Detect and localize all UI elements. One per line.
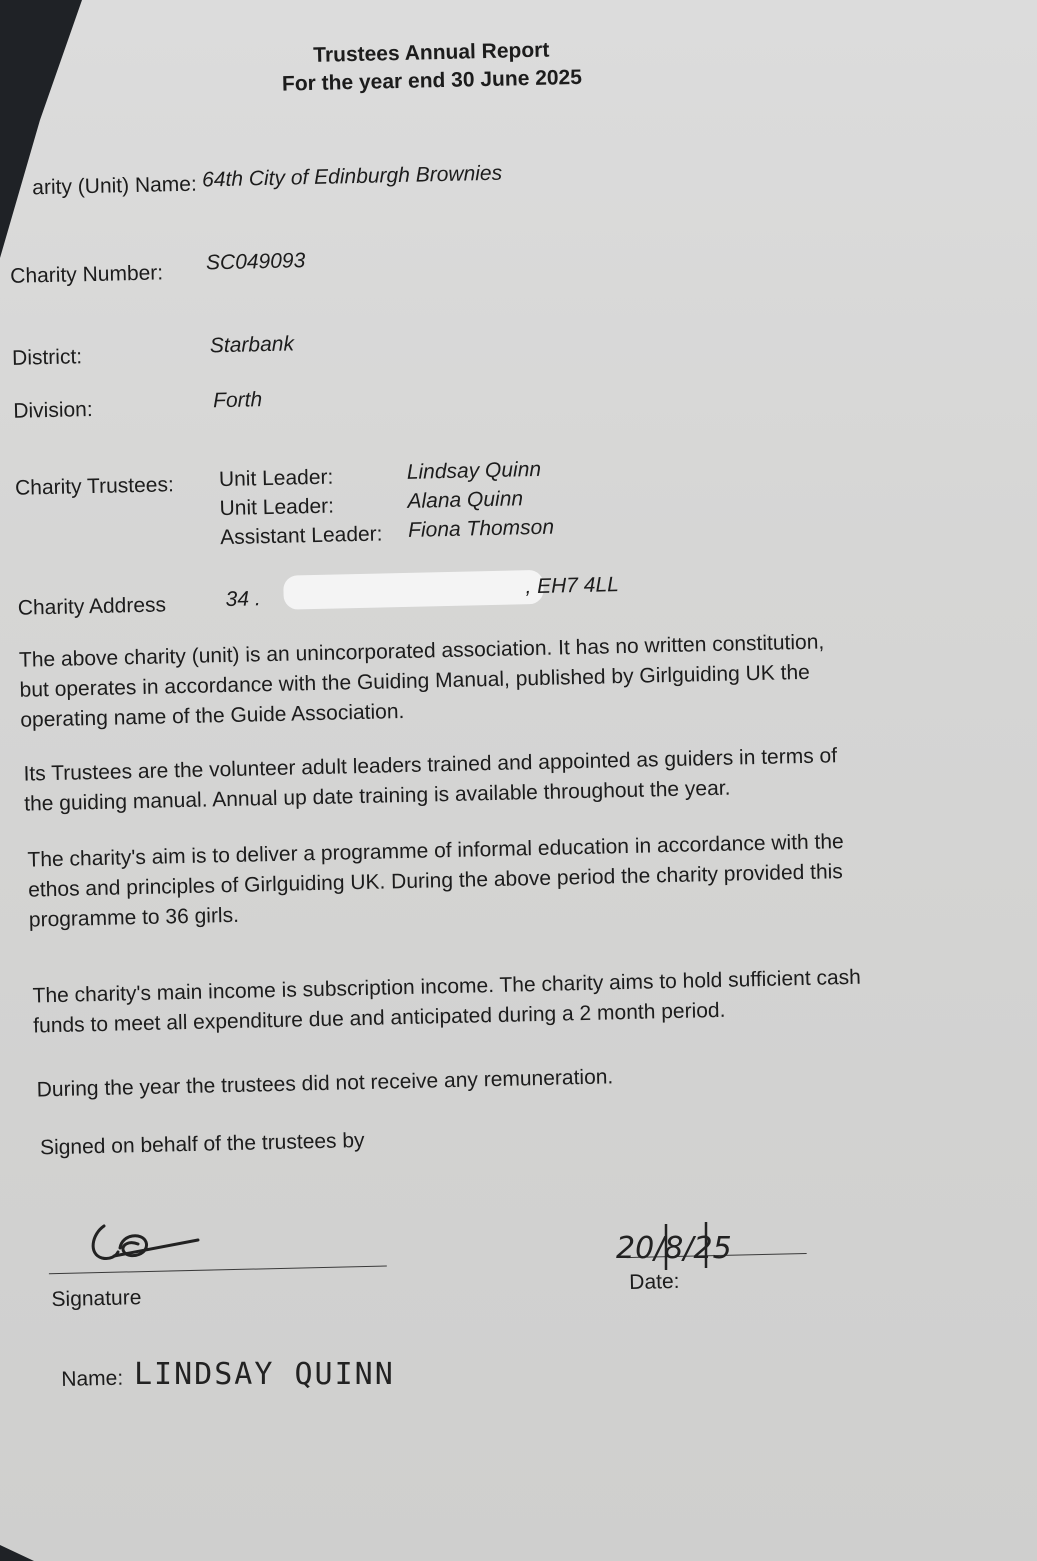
trustee-role-3: Assistant Leader:	[219, 522, 383, 550]
handwritten-name	[132, 1350, 402, 1400]
district-value: Starbank	[209, 332, 295, 358]
trustee-name-3: Fiona Thomson	[407, 515, 555, 542]
paragraph-line: Signed on behalf of the trustees by	[39, 1129, 365, 1160]
handwritten-date-text: 20/8/25	[616, 1231, 732, 1266]
report-title: Trustees Annual Report	[313, 38, 550, 67]
address-end: , EH7 4LL	[525, 573, 620, 599]
trustee-role-1: Unit Leader:	[218, 465, 334, 492]
handwritten-name-text: LINDSAY QUINN	[134, 1357, 395, 1392]
name-label: Name:	[61, 1366, 124, 1391]
charity-name-value: 64th City of Edinburgh Brownies	[201, 161, 503, 192]
date-label: Date:	[628, 1269, 680, 1295]
paragraph-trustees	[23, 741, 838, 819]
trustee-role-2: Unit Leader:	[219, 494, 335, 521]
paragraph-income	[32, 963, 862, 1042]
handwritten-signature	[80, 1212, 210, 1272]
charity-name-label: arity (Unit) Name:	[32, 172, 198, 200]
address-label: Charity Address	[17, 593, 167, 620]
paragraph-remuneration	[36, 1062, 613, 1105]
charity-number-value: SC049093	[205, 249, 306, 275]
signature-label: Signature	[51, 1286, 142, 1312]
paragraph-line: During the year the trustees did not receive any remuneration.	[36, 1065, 614, 1102]
paragraph-line: the guiding manual. Annual up date training is available throughout the year.	[23, 776, 731, 816]
paragraph-line: The charity's main income is subscription income. The charity aims to hold sufficient cash	[32, 965, 862, 1008]
paragraph-line: ethos and principles of Girlguiding UK. During the above period the charity provided this	[27, 860, 844, 902]
paragraph-line: operating name of the Guide Association.	[20, 700, 405, 732]
paragraph-line: The charity's aim is to deliver a programme of informal education in accordance with the	[27, 830, 844, 872]
report-period: For the year end 30 June 2025	[281, 65, 583, 96]
district-label: District:	[11, 345, 83, 370]
paragraph-line: Its Trustees are the volunteer adult leaders trained and appointed as guiders in terms of	[23, 744, 838, 786]
paragraph-line: but operates in accordance with the Guiding Manual, published by Girlguiding UK the	[19, 660, 811, 702]
address-redaction	[283, 570, 544, 610]
trustees-label: Charity Trustees:	[14, 473, 175, 500]
division-value: Forth	[212, 388, 263, 413]
address-start: 34 .	[225, 587, 261, 612]
handwritten-date	[612, 1220, 772, 1276]
paragraph-signed-by	[40, 1126, 365, 1163]
paragraph-aim	[27, 827, 845, 935]
paragraph-line: The above charity (unit) is an unincorporated association. It has no written constitution,	[18, 630, 825, 672]
division-label: Division:	[13, 398, 93, 423]
trustee-name-1: Lindsay Quinn	[406, 457, 542, 484]
paragraph-line: programme to 36 girls.	[28, 903, 240, 932]
trustee-name-2: Alana Quinn	[407, 487, 524, 513]
paragraph-line: funds to meet all expenditure due and anticipated during a 2 month period.	[33, 998, 726, 1038]
charity-number-label: Charity Number:	[10, 261, 164, 288]
paragraph-constitution	[19, 627, 826, 735]
